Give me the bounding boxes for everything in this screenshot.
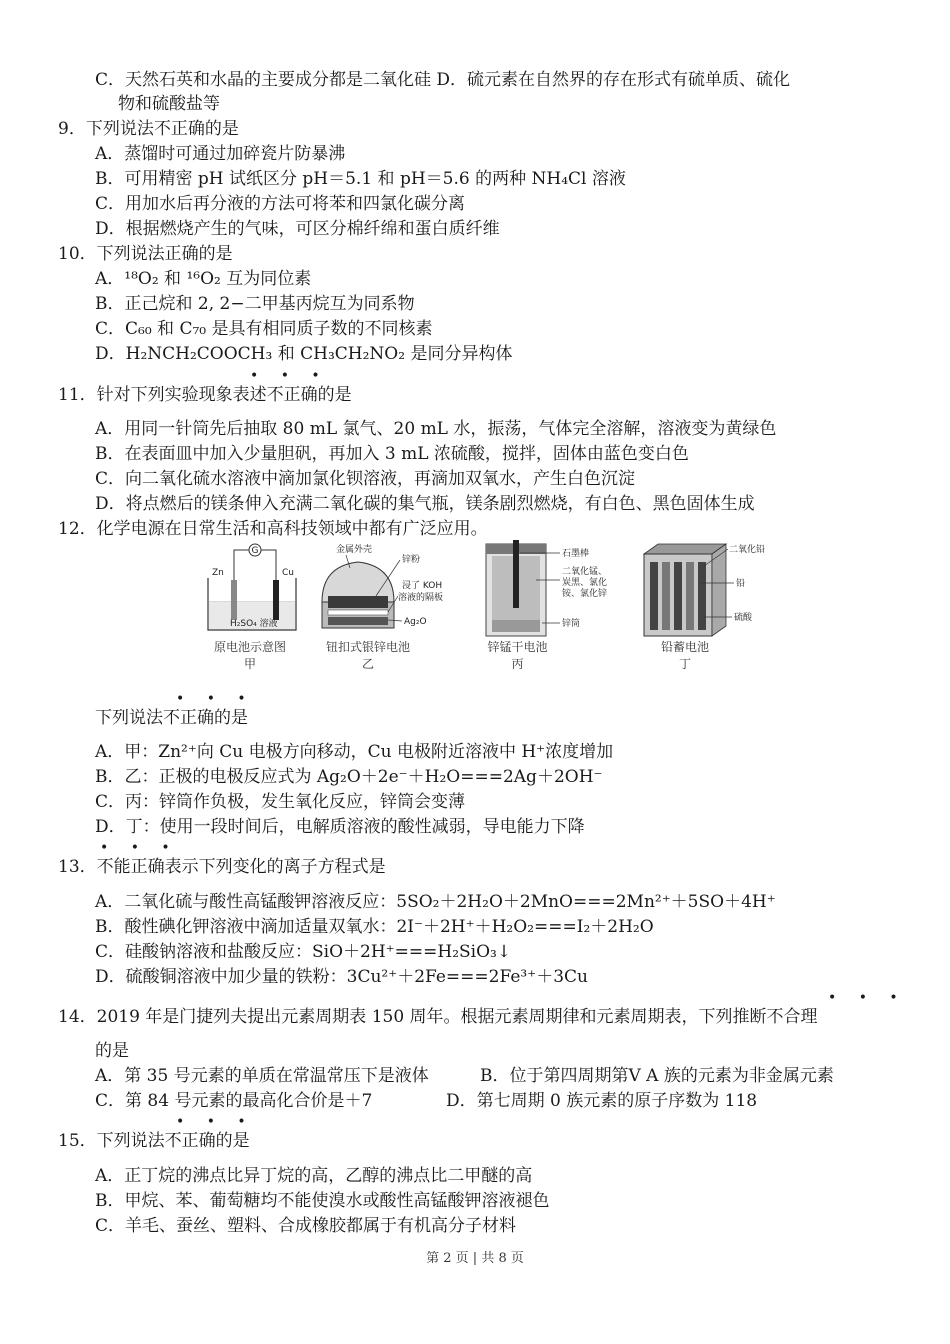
jia-letter: 甲 xyxy=(243,657,256,671)
q15-option-b: B．甲烷、苯、葡萄糖均不能使溴水或酸性高锰酸钾溶液褪色 xyxy=(95,1191,550,1211)
svg-text:二氧化铅: 二氧化铅 xyxy=(729,545,766,555)
q13-option-d: D．硫酸铜溶液中加少量的铁粉：3Cu²⁺＋2Fe===2Fe³⁺＋3Cu xyxy=(95,967,588,987)
q13-option-b: B．酸性碘化钾溶液中滴加适量双氧水：2I⁻＋2H⁺＋H₂O₂===I₂＋2H₂O xyxy=(95,917,654,937)
battery-figures xyxy=(200,540,766,671)
q11-option-d: D．将点燃后的镁条伸入充满二氧化碳的集气瓶，镁条剧烈燃烧，有白色、黑色固体生成 xyxy=(95,494,755,514)
svg-text:Cu: Cu xyxy=(282,568,294,578)
q13-option-c: C．硅酸钠溶液和盐酸反应：SiO＋2H⁺===H₂SiO₃↓ xyxy=(95,942,512,962)
bing-caption: 锌锰干电池 xyxy=(487,640,548,654)
figure-yi xyxy=(318,540,444,671)
svg-text:浸了 KOH: 浸了 KOH xyxy=(402,581,443,591)
svg-text:锌筒: 锌筒 xyxy=(562,619,581,629)
q9-option-a: A．蒸馏时可通过加碎瓷片防暴沸 xyxy=(95,144,346,164)
figure-jia xyxy=(200,540,300,671)
q12-option-c: C．丙：锌筒作负极，发生氧化反应，锌筒会变薄 xyxy=(95,792,466,812)
q12-stem: 12．化学电源在日常生活和高科技领域中都有广泛应用。 xyxy=(58,519,488,539)
q8-option-c: C．天然石英和水晶的主要成分都是二氧化硅 D．硫元素在自然界的存在形式有硫单质、硫化 xyxy=(95,70,791,90)
q14-option-b: B．位于第四周期第Ⅴ A 族的元素为非金属元素 xyxy=(480,1066,834,1086)
q12-option-a: A．甲：Zn²⁺向 Cu 电极方向移动，Cu 电极附近溶液中 H⁺浓度增加 xyxy=(95,742,614,762)
svg-text:铵、氯化锌: 铵、氯化锌 xyxy=(562,589,608,599)
yi-caption: 钮扣式银锌电池 xyxy=(325,640,410,654)
q15-stem: 15．下列说法不正确的是 xyxy=(58,1131,250,1151)
q12-option-d: D．丁：使用一段时间后，电解质溶液的酸性减弱，导电能力下降 xyxy=(95,817,585,837)
yi-letter: 乙 xyxy=(361,657,374,671)
q14-option-c: C．第 84 号元素的最高化合价是＋7 xyxy=(95,1091,373,1111)
galvanic-cell-diagram xyxy=(200,540,300,640)
svg-text:金属外壳: 金属外壳 xyxy=(336,545,373,555)
emphasis-dots: • • • xyxy=(250,368,329,384)
svg-text:锌粉: 锌粉 xyxy=(402,555,421,565)
svg-text:二氧化锰、: 二氧化锰、 xyxy=(562,567,608,577)
q13-stem: 13．不能正确表示下列变化的离子方程式是 xyxy=(58,857,386,877)
svg-text:硫酸: 硫酸 xyxy=(734,613,753,623)
ding-caption: 铅蓄电池 xyxy=(660,640,709,654)
q15-option-c: C．羊毛、蚕丝、塑料、合成橡胶都属于有机高分子材料 xyxy=(95,1216,517,1236)
emphasis-dots: • • • xyxy=(100,840,179,856)
q13-option-a: A．二氧化硫与酸性高锰酸钾溶液反应：5SO₂＋2H₂O＋2MnO===2Mn²⁺＋5SO＋4H⁺ xyxy=(95,892,776,912)
q9-stem: 9．下列说法不正确的是 xyxy=(58,119,239,139)
q10-stem: 10．下列说法正确的是 xyxy=(58,244,233,264)
svg-text:铅: 铅 xyxy=(736,579,746,589)
svg-text:Zn: Zn xyxy=(212,568,224,578)
jia-caption: 原电池示意图 xyxy=(213,640,286,654)
q10-option-b: B．正己烷和 2, 2−二甲基丙烷互为同系物 xyxy=(95,294,415,314)
emphasis-dots: • • • xyxy=(828,990,907,1006)
emphasis-dots: • • • xyxy=(176,1114,255,1130)
svg-text:G: G xyxy=(251,546,259,556)
svg-text:溶液的隔板: 溶液的隔板 xyxy=(398,593,444,603)
q12-sub-stem: 下列说法不正确的是 xyxy=(95,708,248,728)
q9-option-b: B．可用精密 pH 试纸区分 pH＝5.1 和 pH＝5.6 的两种 NH₄Cl 溶液 xyxy=(95,169,626,189)
svg-text:炭黑、氯化: 炭黑、氯化 xyxy=(562,578,608,588)
q8-option-c-cont: 物和硫酸盐等 xyxy=(118,94,220,114)
q11-option-b: B．在表面皿中加入少量胆矾，再加入 3 mL 浓硫酸，搅拌，固体由蓝色变白色 xyxy=(95,444,689,464)
button-cell-diagram xyxy=(318,540,444,640)
q12-option-b: B．乙：正极的电极反应式为 Ag₂O＋2e⁻＋H₂O===2Ag＋2OH⁻ xyxy=(95,767,603,787)
svg-text:H₂SO₄ 溶液: H₂SO₄ 溶液 xyxy=(230,619,278,629)
lead-acid-battery-diagram xyxy=(640,540,766,640)
svg-text:Ag₂O: Ag₂O xyxy=(404,617,427,627)
q10-option-c: C．C₆₀ 和 C₇₀ 是具有相同质子数的不同核素 xyxy=(95,319,433,339)
figure-bing xyxy=(480,540,615,671)
q10-option-d: D．H₂NCH₂COOCH₃ 和 CH₃CH₂NO₂ 是同分异构体 xyxy=(95,344,513,364)
q14-option-d: D．第七周期 0 族元素的原子序数为 118 xyxy=(446,1091,758,1111)
page-footer: 第 2 页 | 共 8 页 xyxy=(426,1251,524,1266)
q11-option-a: A．用同一针筒先后抽取 80 mL 氯气、20 mL 水，振荡，气体完全溶解，溶液变为黄绿色 xyxy=(95,419,777,439)
q11-option-c: C．向二氧化硫水溶液中滴加氯化钡溶液，再滴加双氧水，产生白色沉淀 xyxy=(95,469,636,489)
q15-option-a: A．正丁烷的沸点比异丁烷的高，乙醇的沸点比二甲醚的高 xyxy=(95,1166,533,1186)
svg-text:石墨棒: 石墨棒 xyxy=(562,549,590,559)
figure-ding xyxy=(640,540,766,671)
q14-option-a: A．第 35 号元素的单质在常温常压下是液体 xyxy=(95,1066,429,1086)
q11-stem: 11．针对下列实验现象表述不正确的是 xyxy=(58,385,352,405)
dry-cell-diagram xyxy=(480,540,615,640)
q9-option-c: C．用加水后再分液的方法可将苯和四氯化碳分离 xyxy=(95,194,466,214)
q14-stem: 14．2019 年是门捷列夫提出元素周期表 150 周年。根据元素周期律和元素周期表，下列推断不合理 xyxy=(58,1007,818,1027)
bing-letter: 丙 xyxy=(511,657,524,671)
ding-letter: 丁 xyxy=(678,657,691,671)
q14-stem-cont: 的是 xyxy=(95,1041,129,1061)
q9-option-d: D．根据燃烧产生的气味，可区分棉纤绵和蛋白质纤维 xyxy=(95,219,500,239)
q10-option-a: A．¹⁸O₂ 和 ¹⁶O₂ 互为同位素 xyxy=(95,269,312,289)
emphasis-dots: • • • xyxy=(176,691,255,707)
